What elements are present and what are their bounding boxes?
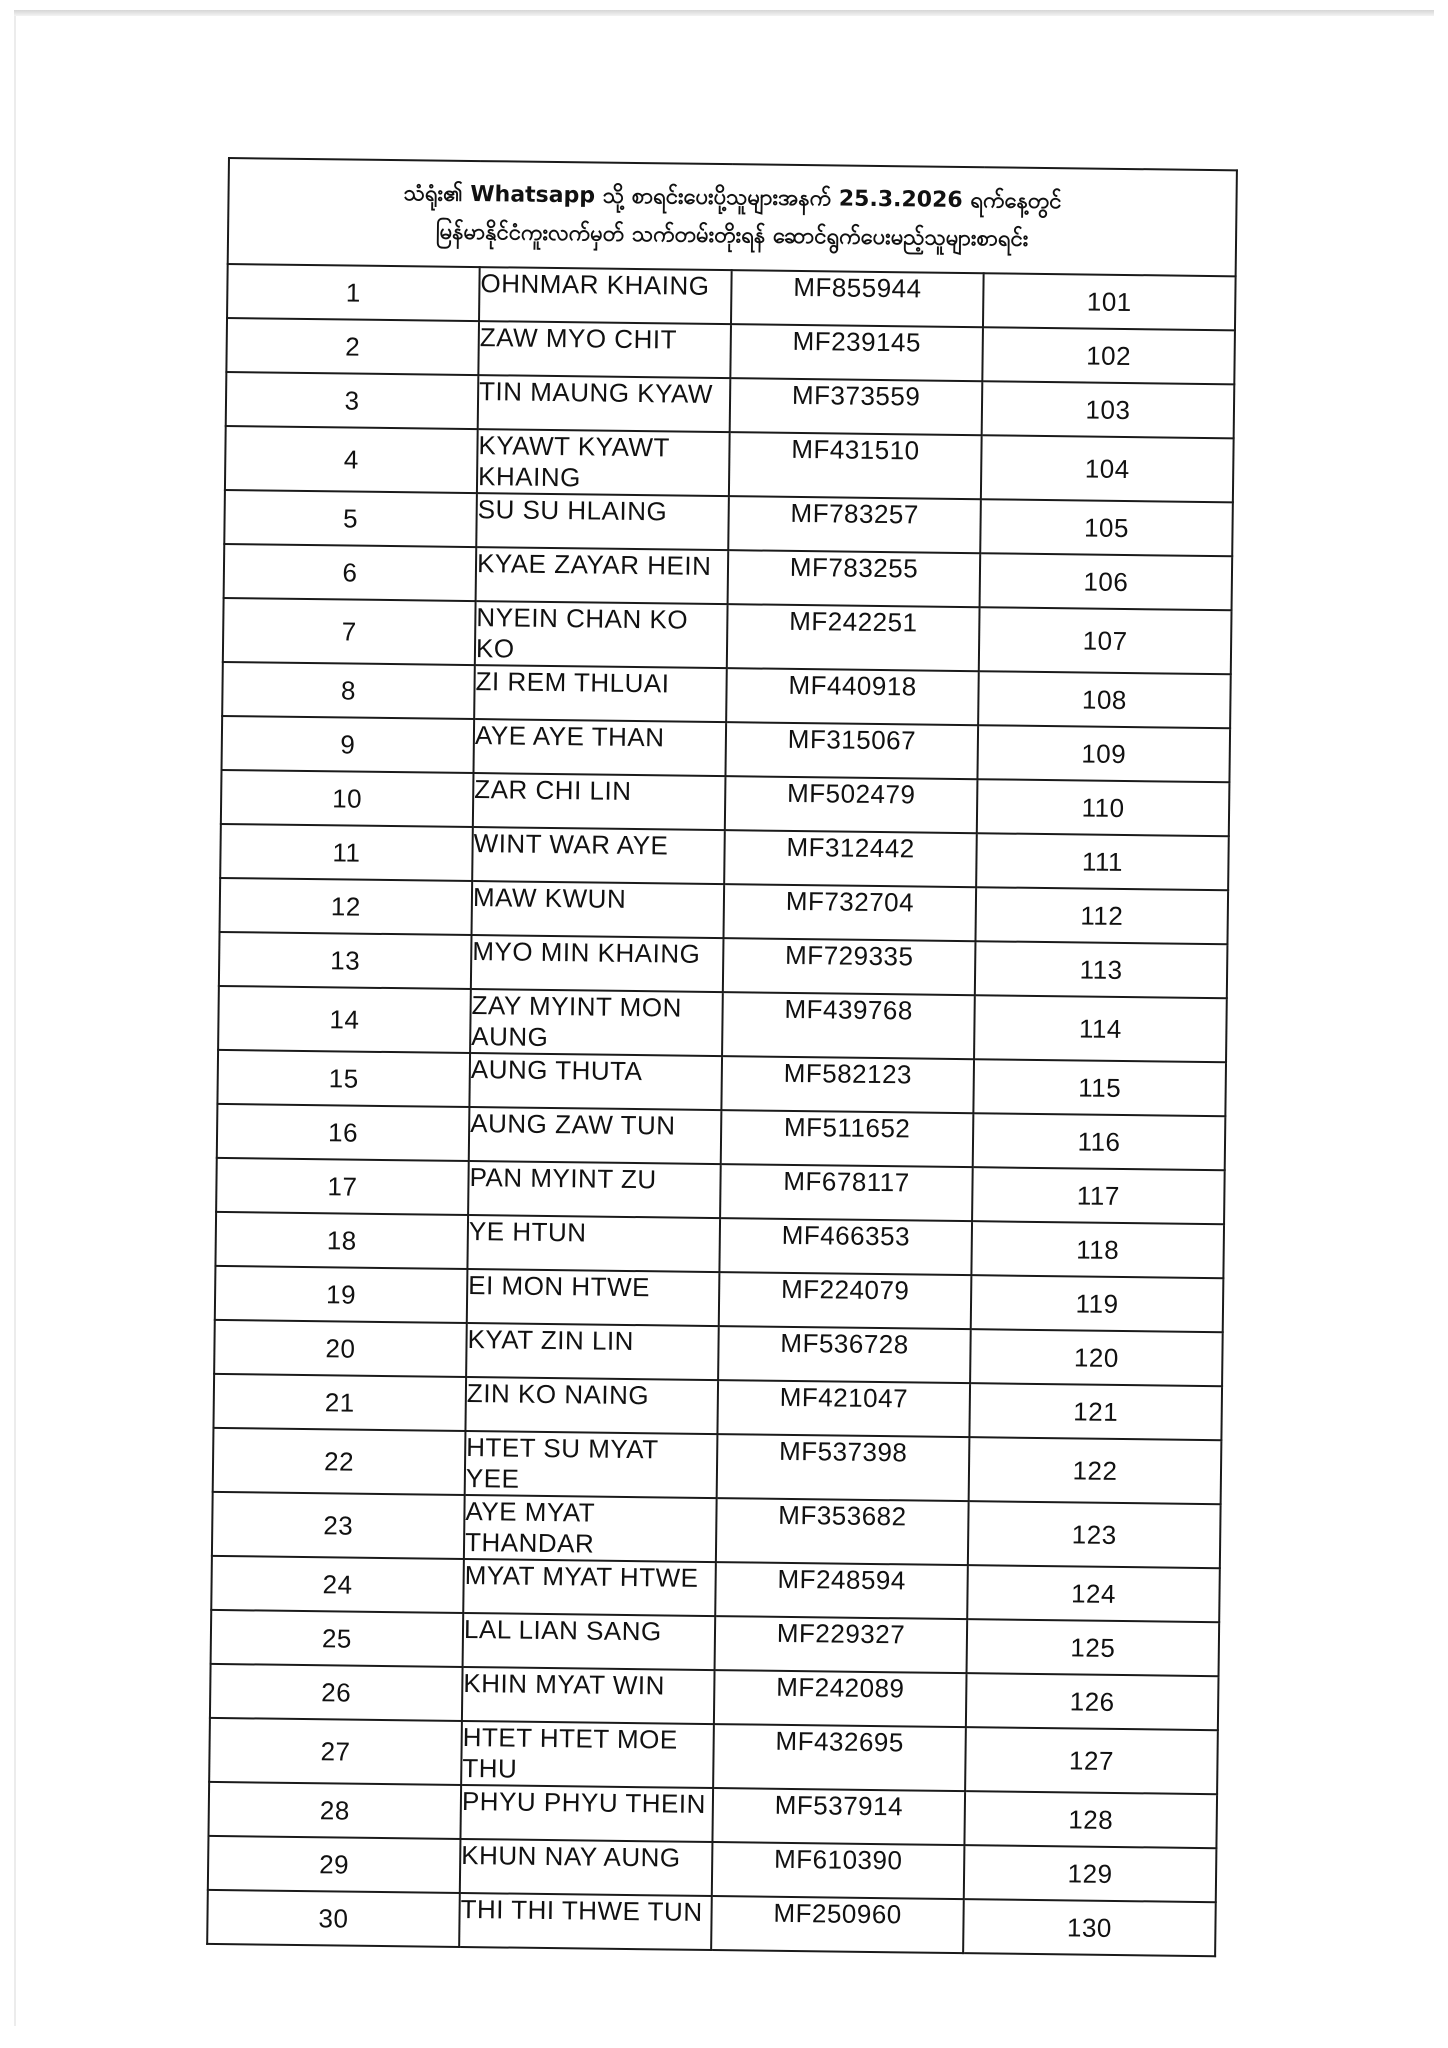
row-number-cell xyxy=(224,490,477,547)
applicant-name-cell xyxy=(476,547,729,604)
row-number: 11 xyxy=(332,836,361,868)
row-number-cell xyxy=(215,1266,468,1323)
queue-number-cell xyxy=(974,995,1227,1062)
applicant-name: ZIN KO NAING xyxy=(466,1378,650,1411)
applicant-name-cell xyxy=(466,1323,719,1380)
queue-number: 117 xyxy=(1076,1179,1121,1211)
passport-number: MF239145 xyxy=(792,325,922,358)
applicant-name: MYAT MYAT HTWE xyxy=(464,1559,699,1593)
passport-number: MF312442 xyxy=(786,831,915,864)
applicant-name: OHNMAR KHAING xyxy=(480,268,710,301)
row-number-cell xyxy=(222,716,475,773)
row-number: 23 xyxy=(323,1509,354,1541)
applicant-name-cell xyxy=(460,1785,713,1842)
passport-number-cell xyxy=(727,604,980,671)
queue-number-cell xyxy=(979,607,1232,674)
passport-number: MF421047 xyxy=(779,1381,909,1414)
passport-number-cell xyxy=(718,1326,971,1383)
row-number: 13 xyxy=(330,944,361,976)
row-number-cell xyxy=(215,1212,468,1269)
applicant-name: NYEIN CHAN KO KO xyxy=(475,602,689,664)
queue-number-cell xyxy=(982,327,1235,384)
passport-number-cell xyxy=(719,1218,972,1275)
passport-number-cell xyxy=(722,992,975,1059)
passport-renewal-table xyxy=(206,157,1238,1957)
applicant-name-cell xyxy=(470,989,723,1056)
row-number: 12 xyxy=(330,890,361,922)
passport-number: MF242251 xyxy=(789,605,918,638)
queue-number-cell xyxy=(973,1059,1226,1116)
passport-number-cell xyxy=(712,1788,965,1845)
passport-number: MF678117 xyxy=(783,1165,910,1198)
passport-number-cell xyxy=(726,668,979,725)
passport-number-cell xyxy=(730,324,983,381)
applicant-name: LAL LIAN SANG xyxy=(463,1613,662,1647)
passport-number-cell xyxy=(715,1616,968,1673)
passport-number: MF353682 xyxy=(778,1499,907,1532)
queue-number-cell xyxy=(971,1275,1224,1332)
applicant-name-cell xyxy=(467,1269,720,1326)
applicant-name: MAW KWUN xyxy=(472,882,627,914)
queue-number-cell xyxy=(973,1113,1226,1170)
passport-number: MF315067 xyxy=(787,723,917,756)
row-number-cell xyxy=(225,426,478,493)
queue-number: 130 xyxy=(1066,1911,1113,1943)
row-number: 1 xyxy=(345,276,362,308)
applicant-name-cell xyxy=(459,1893,712,1950)
applicant-name-cell xyxy=(463,1613,716,1670)
queue-number: 112 xyxy=(1080,899,1124,931)
queue-number-cell xyxy=(967,1565,1220,1622)
row-number: 7 xyxy=(341,615,357,647)
row-number-cell xyxy=(211,1610,464,1667)
row-number: 4 xyxy=(343,443,359,475)
passport-number-cell xyxy=(725,722,978,779)
applicant-name: EI MON HTWE xyxy=(468,1270,651,1303)
queue-number: 123 xyxy=(1071,1518,1117,1550)
queue-number: 101 xyxy=(1086,286,1132,317)
applicant-name: HTET SU MYAT YEE xyxy=(465,1432,659,1494)
applicant-name-cell xyxy=(478,375,731,432)
scan-edge-left xyxy=(14,16,16,2026)
applicant-name: KHIN MYAT WIN xyxy=(463,1667,666,1701)
queue-number-cell xyxy=(981,435,1234,502)
applicant-name-cell xyxy=(469,1107,722,1164)
applicant-name: KYAE ZAYAR HEIN xyxy=(476,548,712,581)
queue-number-cell xyxy=(972,1167,1225,1224)
row-number: 18 xyxy=(326,1224,357,1256)
queue-number-cell xyxy=(977,725,1230,782)
row-number-cell xyxy=(226,372,479,429)
applicant-name-cell xyxy=(475,601,728,668)
passport-number: MF582123 xyxy=(783,1057,913,1090)
applicant-name-cell xyxy=(473,719,726,776)
passport-number-cell xyxy=(729,432,982,499)
applicant-name: ZAY MYINT MON AUNG xyxy=(471,990,683,1052)
row-number-cell xyxy=(208,1836,461,1893)
applicant-name-cell xyxy=(464,1495,717,1562)
passport-number-cell xyxy=(725,776,978,833)
applicant-name: THI THI THWE TUN xyxy=(460,1893,703,1927)
passport-number-cell xyxy=(723,884,976,941)
applicant-name-cell xyxy=(460,1839,713,1896)
passport-number-cell xyxy=(720,1164,973,1221)
passport-number: MF224079 xyxy=(780,1273,910,1306)
row-number-cell xyxy=(222,662,475,719)
queue-number: 116 xyxy=(1077,1125,1121,1157)
queue-number: 105 xyxy=(1083,511,1130,543)
row-number-cell xyxy=(221,770,474,827)
passport-number-cell xyxy=(721,1110,974,1167)
title-line-1: သံရုံး၏ Whatsapp သို့ စာရင်းပေးပို့သူများအနက် 25.3.2026 ရက်နေ့တွင် xyxy=(403,180,1062,214)
row-number-cell xyxy=(218,986,471,1053)
passport-number-cell xyxy=(724,830,977,887)
queue-number: 113 xyxy=(1079,953,1123,985)
row-number: 24 xyxy=(322,1568,353,1600)
applicant-name-cell xyxy=(478,321,731,378)
passport-number: MF783255 xyxy=(789,551,919,584)
passport-number: MF250960 xyxy=(773,1897,902,1930)
passport-number-cell xyxy=(728,496,981,553)
applicant-name: AUNG THUTA xyxy=(470,1054,643,1087)
queue-number-cell xyxy=(971,1221,1224,1278)
queue-number-cell xyxy=(964,1845,1217,1902)
passport-number: MF439768 xyxy=(784,993,913,1026)
passport-number-cell xyxy=(723,938,976,995)
queue-number: 108 xyxy=(1081,683,1128,715)
applicant-name-cell xyxy=(474,665,727,722)
passport-number: MF511652 xyxy=(783,1111,911,1144)
applicant-name: AUNG ZAW TUN xyxy=(470,1108,676,1141)
queue-number-cell xyxy=(978,671,1231,728)
queue-number: 103 xyxy=(1085,393,1131,425)
row-number-cell xyxy=(208,1782,461,1839)
row-number-cell xyxy=(214,1320,467,1377)
passport-number: MF373559 xyxy=(791,379,921,412)
applicant-name: KHUN NAY AUNG xyxy=(461,1839,681,1873)
row-number-cell xyxy=(210,1664,463,1721)
row-number: 27 xyxy=(320,1735,351,1767)
document-title xyxy=(228,158,1237,276)
title-row xyxy=(228,158,1237,276)
queue-number-cell xyxy=(966,1673,1219,1730)
row-number: 22 xyxy=(323,1445,355,1477)
queue-number: 122 xyxy=(1072,1454,1118,1486)
row-number-cell xyxy=(217,1050,470,1107)
row-number-cell xyxy=(207,1890,460,1947)
queue-number: 126 xyxy=(1069,1685,1115,1717)
applicant-name-cell xyxy=(461,1721,714,1788)
applicant-name: ZI REM THLUAI xyxy=(475,666,670,699)
queue-number-cell xyxy=(975,941,1228,998)
queue-number: 111 xyxy=(1081,845,1124,877)
row-number: 3 xyxy=(344,384,360,416)
row-number-cell xyxy=(213,1428,466,1495)
passport-number-cell xyxy=(715,1562,968,1619)
applicant-name: AYE MYAT THANDAR xyxy=(464,1496,595,1559)
row-number-cell xyxy=(217,1104,470,1161)
queue-number: 115 xyxy=(1078,1071,1122,1103)
row-number: 14 xyxy=(329,1003,360,1035)
queue-number-cell xyxy=(977,779,1230,836)
applicant-name-cell xyxy=(463,1559,716,1616)
queue-number-cell xyxy=(980,499,1233,556)
queue-number-cell xyxy=(982,381,1235,438)
passport-number: MF732704 xyxy=(785,885,915,918)
passport-number-cell xyxy=(713,1724,966,1791)
applicant-name-cell xyxy=(472,827,725,884)
title-line-2: မြန်မာနိုင်ငံကူးလက်မှတ် သက်တမ်းတိုးရန် ဆောင်ရွက်ပေးမည့်သူများစာရင်း xyxy=(435,219,1029,252)
row-number-cell xyxy=(223,598,476,665)
passport-number: MF536728 xyxy=(780,1327,909,1360)
row-number: 5 xyxy=(342,502,359,534)
document-sheet xyxy=(206,157,1260,1957)
row-number-cell xyxy=(212,1492,465,1559)
passport-number: MF248594 xyxy=(777,1563,907,1596)
passport-number-cell xyxy=(728,550,981,607)
queue-number: 102 xyxy=(1086,340,1132,371)
row-number: 20 xyxy=(325,1332,356,1364)
passport-number: MF537398 xyxy=(778,1435,908,1468)
row-number: 2 xyxy=(345,330,361,362)
queue-number: 120 xyxy=(1073,1341,1120,1373)
passport-number: MF783257 xyxy=(790,497,920,530)
passport-number-cell xyxy=(730,378,983,435)
applicant-name: KYAWT KYAWT KHAING xyxy=(477,430,670,493)
queue-number-cell xyxy=(968,1501,1221,1568)
queue-number-cell xyxy=(980,553,1233,610)
queue-number-cell xyxy=(964,1791,1217,1848)
applicant-name: TIN MAUNG KYAW xyxy=(478,376,714,409)
passport-number-cell xyxy=(731,270,984,327)
passport-number: MF537914 xyxy=(774,1789,904,1822)
passport-number: MF431510 xyxy=(791,433,920,466)
applicant-name-cell xyxy=(473,773,726,830)
table-row xyxy=(207,1890,1216,1956)
applicant-name: MYO MIN KHAING xyxy=(472,936,701,969)
queue-number: 104 xyxy=(1084,452,1130,484)
queue-number: 128 xyxy=(1068,1803,1114,1835)
applicant-name-cell xyxy=(465,1377,718,1434)
row-number: 9 xyxy=(340,728,356,760)
applicant-name-cell xyxy=(468,1161,721,1218)
row-number-cell xyxy=(209,1718,462,1785)
row-number-cell xyxy=(219,932,472,989)
passport-number: MF729335 xyxy=(784,939,914,972)
applicant-name: HTET HTET MOE THU xyxy=(462,1721,678,1784)
row-number: 8 xyxy=(340,674,357,706)
passport-number-cell xyxy=(712,1842,965,1899)
queue-number-cell xyxy=(970,1329,1223,1386)
passport-number-cell xyxy=(716,1498,969,1565)
queue-number: 110 xyxy=(1081,791,1125,823)
scan-edge-top xyxy=(14,10,1434,16)
row-number: 6 xyxy=(342,556,358,588)
applicant-name-cell xyxy=(467,1215,720,1272)
applicant-name-cell xyxy=(469,1053,722,1110)
queue-number: 109 xyxy=(1081,737,1127,769)
passport-number: MF229327 xyxy=(776,1617,906,1650)
passport-number-cell xyxy=(719,1272,972,1329)
row-number: 10 xyxy=(332,782,363,814)
queue-number-cell xyxy=(969,1437,1222,1504)
row-number: 28 xyxy=(319,1794,350,1826)
queue-number: 127 xyxy=(1068,1744,1115,1776)
queue-number-cell xyxy=(963,1899,1216,1956)
row-number: 29 xyxy=(319,1848,350,1880)
row-number: 21 xyxy=(324,1386,355,1418)
applicant-name: SU SU HLAING xyxy=(477,494,668,527)
passport-number: MF466353 xyxy=(781,1219,911,1252)
queue-number-cell xyxy=(969,1383,1222,1440)
queue-number: 124 xyxy=(1070,1577,1117,1609)
applicant-name: ZAW MYO CHIT xyxy=(479,322,678,355)
queue-number-cell xyxy=(983,273,1236,330)
applicant-name: KYAT ZIN LIN xyxy=(467,1324,635,1357)
applicant-name: PHYU PHYU THEIN xyxy=(461,1785,707,1819)
queue-number: 121 xyxy=(1073,1395,1119,1427)
applicant-name: PAN MYINT ZU xyxy=(469,1162,657,1195)
queue-number-cell xyxy=(975,887,1228,944)
row-number: 30 xyxy=(318,1902,349,1934)
passport-number-cell xyxy=(711,1896,964,1953)
applicant-name: YE HTUN xyxy=(468,1216,587,1248)
queue-number: 119 xyxy=(1075,1287,1119,1319)
queue-number: 114 xyxy=(1078,1012,1123,1044)
row-number-cell xyxy=(211,1556,464,1613)
queue-number: 129 xyxy=(1067,1857,1113,1889)
row-number-cell xyxy=(226,318,479,375)
applicant-name: WINT WAR AYE xyxy=(473,828,669,861)
row-number-cell xyxy=(224,544,477,601)
passport-number: MF502479 xyxy=(786,777,916,810)
queue-number-cell xyxy=(967,1619,1220,1676)
queue-number: 107 xyxy=(1082,624,1128,656)
passport-number: MF855944 xyxy=(793,271,922,304)
applicant-name-cell xyxy=(471,935,724,992)
passport-number-cell xyxy=(714,1670,967,1727)
queue-number: 118 xyxy=(1076,1233,1120,1265)
row-number: 19 xyxy=(325,1278,357,1310)
passport-number: MF610390 xyxy=(773,1843,903,1876)
passport-number-cell xyxy=(717,1434,970,1501)
passport-number: MF432695 xyxy=(775,1725,905,1758)
row-number: 25 xyxy=(321,1622,353,1654)
applicant-name-cell xyxy=(477,429,730,496)
applicant-name: AYE AYE THAN xyxy=(474,720,665,753)
applicant-name-cell xyxy=(462,1667,715,1724)
row-number-cell xyxy=(213,1374,466,1431)
row-number: 26 xyxy=(321,1676,352,1708)
queue-number: 106 xyxy=(1083,565,1129,597)
row-number: 16 xyxy=(327,1116,359,1148)
applicant-name-cell xyxy=(472,881,725,938)
queue-number-cell xyxy=(976,833,1229,890)
row-number: 17 xyxy=(327,1170,358,1202)
row-number-cell xyxy=(216,1158,469,1215)
applicant-name-cell xyxy=(476,493,729,550)
table-body xyxy=(207,264,1235,1956)
row-number-cell xyxy=(220,824,473,881)
row-number-cell xyxy=(227,264,480,321)
queue-number: 125 xyxy=(1070,1631,1116,1663)
row-number-cell xyxy=(220,878,473,935)
passport-number-cell xyxy=(721,1056,974,1113)
applicant-name-cell xyxy=(465,1431,718,1498)
row-number: 15 xyxy=(328,1062,359,1094)
applicant-name-cell xyxy=(479,267,732,324)
queue-number-cell xyxy=(965,1727,1218,1794)
applicant-name: ZAR CHI LIN xyxy=(474,774,632,806)
passport-number-cell xyxy=(717,1380,970,1437)
passport-number: MF440918 xyxy=(788,669,917,702)
passport-number: MF242089 xyxy=(776,1671,905,1704)
